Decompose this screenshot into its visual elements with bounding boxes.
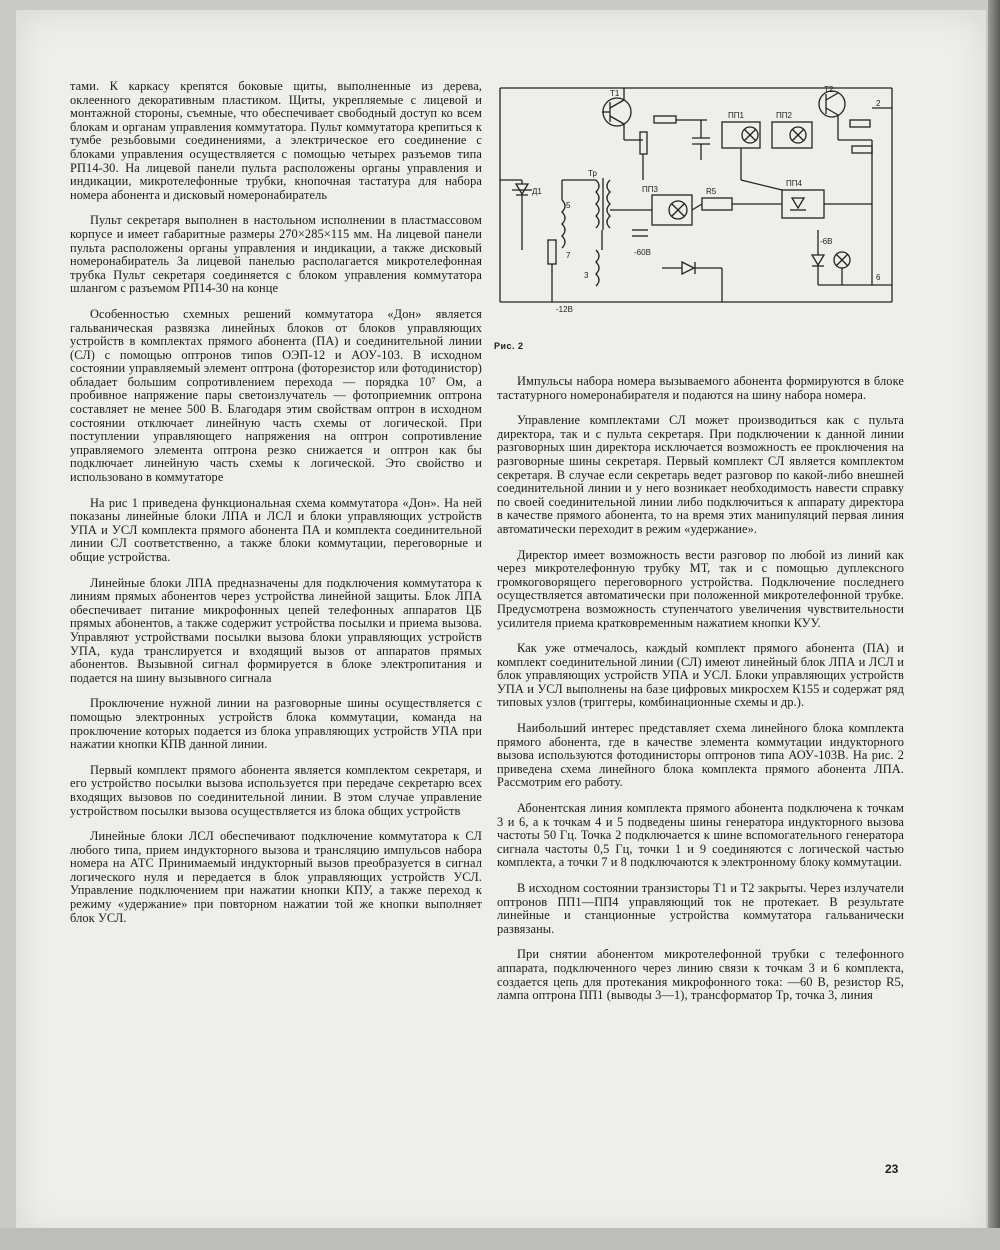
resistor-symbol [852,146,872,153]
resistor-symbol [548,240,556,264]
label-point-6: 6 [876,273,881,282]
diode-symbol [792,198,804,208]
label-point-7: 7 [566,251,571,260]
paragraph: Проключение нужной линии на разговорные шины осуществляется с помощью электронных устройств блока коммутации, команда на проключение которых подается из блока управляющих устройств УПА при нажатии кнопки КПВ данной линии. [70,696,482,752]
inductor-symbol [562,200,565,248]
transistor-t2-symbol [819,91,845,117]
paragraph: Импульсы набора номера вызываемого абонента формируются в блоке тастатурного номеронабирателя и подаются на шину набора номера. [497,374,904,402]
label-point-3: 3 [584,271,589,280]
paragraph: Пульт секретаря выполнен в настольном исполнении в пластмассовом корпусе и имеет габаритные размеры 270×285×115 мм. На лицевой панели пульта расположены органы управления и индикации, а также дисковый номеронабиратель За лицевой панелью располагается микротелефонная трубка Пульт секретаря соединяется с блоком управления коммутатора шлангом с разъемом РП14-30 на конце [70,213,482,296]
optron-pp-symbol [722,122,760,148]
label-pp2: ПП2 [776,111,792,120]
paragraph: Директор имеет возможность вести разговор по любой из линий как через микротелефонную трубку МТ, так и с помощью дуплексного громкоговорящего переговорного устройства. Подключение последнего осуществляется автоматически при положенной микротелефонной трубке. Предусмотрена возможность ступенчатого увеличения чувствительности усилителя приема кратковременным нажатием кнопки КУУ. [497,547,904,630]
resistor-symbol [850,120,870,127]
paragraph: При снятии абонентом микротелефонной трубки с телефонного аппарата, подключенного через линию связи к точкам 3 и 6 комплекта, создается цепь для протекания микрофонного тока: —60 В, резистор R5, лампа оптрона ПП1 (выводы 3—1), трансформатор Тр, точка 3, линия [497,947,904,1003]
label-pp3: ПП3 [642,185,658,194]
paragraph: тами. К каркасу крепятся боковые щиты, выполненные из дерева, оклеенного декоративным пластиком. Щиты, укрепляемые с лицевой и монтажной стороны, съемные, что обеспечивает свободный доступ ко всем блокам и органам управления коммутатора. Пульт коммутатора крепиться к тумбе резьбовыми соединениями, а электрическое его соединение с блоками управления осуществляется с помощью четырех разъемов типа РП14-30. На лицевой панели пульта расположены органы управления и индикации, микротелефонные трубки, кнопочная тастатура для набора номера абонента и дисковый номеронабиратель [70,79,482,202]
paragraph: На рис 1 приведена функциональная схема коммутатора «Дон». На ней показаны линейные блоки ЛПА и ЛСЛ и блоки управляющих устройств УПА и УСЛ комплекта прямого абонента ПА и комплекта соединительной линии СЛ соответственно, а также блоки коммутации, переговорные и общие устройства. [70,495,482,564]
label-t2: Т2 [824,85,834,94]
paragraph: Линейные блоки ЛПА предназначены для подключения коммутатора к линиям прямых абонентов через устройства линейной защиты. Блок ЛПА обеспечивает питание микрофонных цепей телефонных аппаратов ЦБ прямых абонентов, а также содержит устройства посылки и приема вызова. Управляют устройствами посылки вызова блоки управляющих устройств УПА, куда транслируется и входящий вызов от аппаратов прямых абонентов. Вызывной сигнал формируется в блоке электропитания и подается на шину вызывного сигнала [70,575,482,685]
resistor-symbol [702,198,732,210]
label-minus-12v: -12В [556,305,573,314]
diode-symbol [682,262,694,274]
optron-pp-symbol [782,190,824,218]
label-point-2: 2 [876,99,881,108]
resistor-symbol [640,132,647,154]
resistor-symbol [654,116,676,123]
transformer-secondary [607,180,610,228]
paragraph: Как уже отмечалось, каждый комплект прямого абонента (ПА) и комплект соединительной линии (СЛ) имеют линейный блок ЛПА и ЛСЛ и блок управляющих устройств УПА и УСЛ. Блоки управляющих устройств УПА и УСЛ выполнены на базе цифровых микросхем К155 и содержат ряд типовых узлов (триггеры, комбинационные схемы и др.). [497,641,904,710]
transformer-primary [596,180,599,228]
label-transformer: Тр [588,169,597,178]
paragraph: Управление комплектами СЛ может производиться как с пульта директора, так и с пульта секретаря. При подключении к данной линии разговорных шин директора исключается возможность ее проключения на разговорные шины секретаря. Первый комплект СЛ является комплектом секретаря. В случае если секретарь ведет разговор по какой-либо внешней соединительной линии и у него возникает необходимость навести справку по своей соединительной линии либо подключиться к аппарату директора в качестве прямого абонента, то на время этих манипуляций первая линия автоматически переходит в режим «удержание». [497,413,904,536]
right-text-column [497,375,904,1015]
page-bottom-edge [0,1228,1000,1250]
diode-symbol [812,255,824,265]
book-spine-shadow [988,0,1000,1250]
inductor-symbol [596,250,599,286]
circuit-schematic [492,80,904,320]
diode-symbol [516,184,528,194]
circuit-diagram-figure [492,80,904,320]
label-point-5: 5 [566,201,571,210]
figure-caption: Рис. 2 [494,341,524,351]
label-pp4: ПП4 [786,179,802,188]
paragraph: В исходном состоянии транзисторы Т1 и Т2 закрыты. Через излучатели оптронов ПП1—ПП4 управляющий ток не протекает. В результате линейные и станционные устройства коммутатора гальванически развязаны. [497,881,904,936]
label-r5: R5 [706,187,717,196]
paragraph: Наибольший интерес представляет схема линейного блока комплекта прямого абонента, где в качестве элемента коммутации индукторного вызова используются фотодинисторы оптронов типа АОУ-103В. На рис. 2 приведена схема линейного блока комплекта прямого абонента ЛПА. Рассмотрим его работу. [497,721,904,790]
label-minus-6v: -6В [820,237,833,246]
label-t1: Т1 [610,89,620,98]
paragraph: Линейные блоки ЛСЛ обеспечивают подключение коммутатора к СЛ любого типа, прием индукторного вызова и трансляцию импульсов набора номера на АТС Принимаемый индукторный вызов преобразуется в сигнал логического нуля и передается в блок управляющих устройств УСЛ. Управление подключением при нажатии кнопки КПУ, а также переход к режиму «удержание» при повторном нажатии той же кнопки выполняет блок УСЛ. [70,829,482,925]
label-pp1: ПП1 [728,111,744,120]
optron-pp-symbol [652,195,692,225]
label-minus-60v: -60В [634,248,651,257]
left-text-column [70,80,482,937]
paragraph: Особенностью схемных решений коммутатора «Дон» является гальваническая развязка линейных блоков от блоков управляющих устройств в комплектах прямого абонента (ПА) и соединительной линии (СЛ) с помощью оптронов типов ОЭП-12 и АОУ-103. В исходном состоянии управляемый элемент оптрона (фоторезистор или фотодинистор) обладает большим сопротивлением перехода — порядка 10⁷ Ом, а пробивное напряжение пары светоизлучатель — фотоприемник оптрона составляет не менее 500 В. Благодаря этим свойствам оптрон в исходном состоянии отключает линейную часть схемы от логической. При поступлении управляющего напряжения на оптрон сопротивление управляемого элемента оптрона резко снижается и оптрон как бы подключает линейную часть схемы к логической. Это свойство и использовано в коммутаторе [70,306,482,485]
paragraph: Первый комплект прямого абонента является комплектом секретаря, и его устройство посылки вызова используется при передаче секретарю всех входящих вызовов по соединительной линии. В этом случае управление устройством посылки вызова осуществляется из блока общих устройств [70,762,482,818]
page-number: 23 [885,1162,899,1176]
label-diode: Д1 [532,187,542,196]
paragraph: Абонентская линия комплекта прямого абонента подключена к точкам 3 и 6, а к точкам 4 и 5 подведены шины генератора индукторного вызова частоты 50 Гц. Точка 2 подключается к шине вспомогательного генератора сигнала частоты 0,5 Гц, точки 1 и 9 соединяются с логической частью комплекта, а точки 7 и 8 подключаются к электронному блоку коммутации. [497,801,904,870]
